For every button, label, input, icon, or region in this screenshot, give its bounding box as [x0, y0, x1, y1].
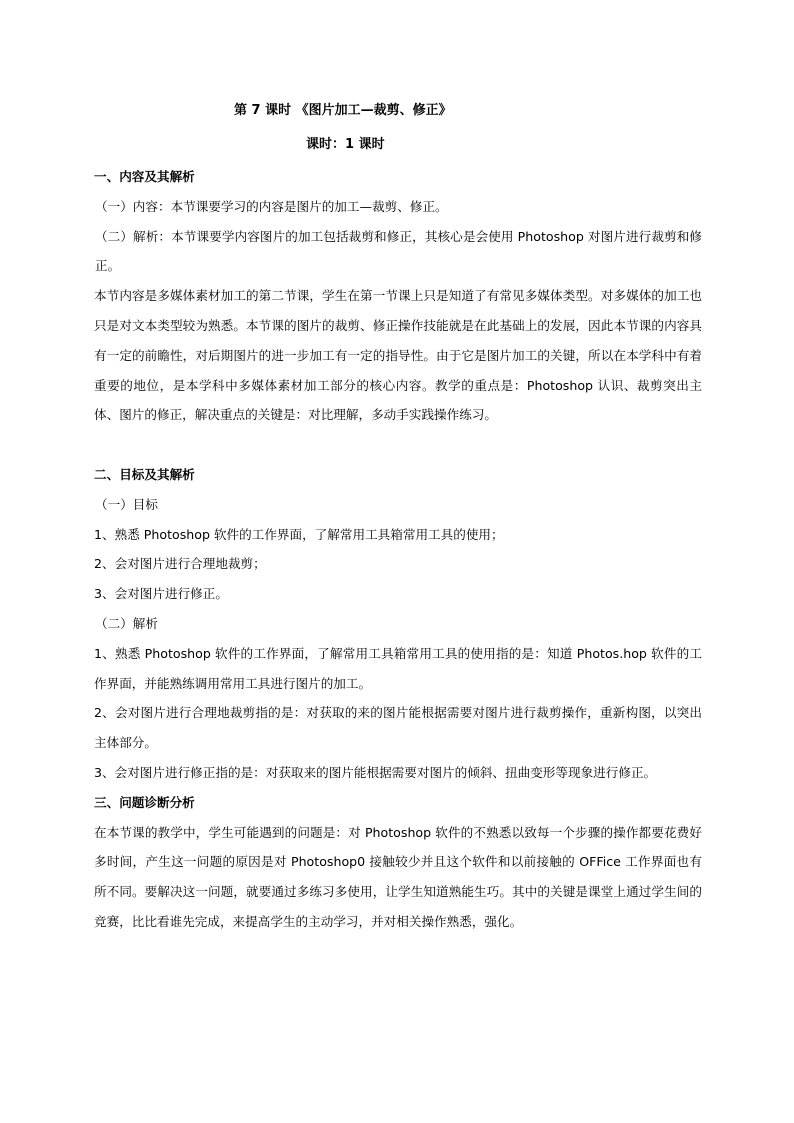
- section-heading-goals: 二、目标及其解析: [94, 466, 195, 482]
- goal-item: 2、会对图片进行合理地裁剪；: [94, 556, 266, 572]
- content-text: （一）内容：本节课要学习的内容是图片的加工—裁剪、修正。: [95, 198, 448, 214]
- document-subtitle: 课时：1 课时: [306, 137, 385, 152]
- goal-label: （一）目标: [95, 496, 158, 512]
- content-paragraph: 本节内容是多媒体素材加工的第二节课，学生在第一节课上只是知道了有常见多媒体类型。对多媒体的加工也只是对文本类型较为熟悉。本节课的图片的裁剪、修正操作技能就是在此基础上的发展，因此本节课的内容具有一定的前瞻性，对后期图片的进一步加工有一定的指导性。由于它是图片加工的关键，所以在本学科中有着重要的地位，是本学科中多媒体素材加工部分的核心内容。教学的重点是：Photoshop 认识、裁剪突出主体、图片的修正，解决重点的关键是：对比理解，多动手实践操作练习。: [94, 288, 702, 423]
- section-heading-content: 一、内容及其解析: [94, 169, 195, 184]
- goal-analysis-item: 2、会对图片进行合理地裁剪指的是：对获取的来的图片能根据需要对图片进行裁剪操作，重新构图，以突出主体部分。: [94, 705, 702, 751]
- document-title: 第 7 课时 《图片加工—裁剪、修正》: [234, 103, 452, 118]
- problems-paragraph: 在本节课的教学中，学生可能遇到的问题是：对 Photoshop 软件的不熟悉以致每一个步骤的操作都要花费好多时间，产生这一问题的原因是对 Photoshop0 接触较少并且这个软件和以前接触的 OFFice 工作界面也有所不同。要解决这一问题，就要通过多练习多使用，让学生知道熟能生巧。其中的关键是课堂上通过学生间的竞赛，比比看谁先完成，来提高学生的主动学习，并对相关操作熟悉，强化。: [94, 824, 702, 929]
- content-analysis-text: （二）解析：本节课要学内容图片的加工包括裁剪和修正，其核心是会使用 Photoshop 对图片进行裁剪和修正。: [95, 228, 702, 274]
- section-spacer: [94, 430, 702, 460]
- goal-item: 1、熟悉 Photoshop 软件的工作界面，了解常用工具箱常用工具的使用；: [94, 526, 504, 542]
- goal-analysis-item: 3、会对图片进行修正指的是：对获取来的图片能根据需要对图片的倾斜、扭曲变形等现象进行修正。: [94, 764, 657, 780]
- goal-analysis-label: （二）解析: [95, 615, 158, 631]
- document-body: [94, 162, 702, 937]
- goal-item: 3、会对图片进行修正。: [94, 586, 228, 602]
- section-heading-problems: 三、问题诊断分析: [94, 794, 195, 810]
- goal-analysis-item: 1、熟悉 Photoshop 软件的工作界面，了解常用工具箱常用工具的使用指的是：知道 Photos.hop 软件的工作界面，并能熟练调用常用工具进行图片的加工。: [94, 645, 702, 691]
